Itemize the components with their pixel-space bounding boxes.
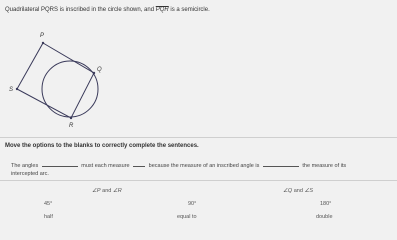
option-angles-p-r[interactable]: [90, 187, 124, 195]
option-double[interactable]: double: [316, 214, 333, 220]
sentence-part-3: because the measure of an inscribed angle is: [148, 163, 260, 169]
instruction-text: Move the options to the blanks to correctly complete the sentences.: [5, 143, 199, 149]
blank-3[interactable]: [263, 160, 299, 167]
label-p: P: [40, 33, 45, 39]
vertex-r: [70, 117, 72, 119]
sentence-part-2: must each measure: [81, 163, 130, 169]
prompt-text-after: is a semicircle.: [168, 7, 210, 13]
circle: [42, 61, 98, 117]
sentence-part-4: the measure of its: [302, 163, 347, 169]
label-r: R: [69, 123, 74, 128]
vertex-s: [16, 88, 18, 90]
label-s: S: [9, 87, 14, 93]
blank-2[interactable]: [133, 160, 145, 167]
option-angle-s: ∠S: [304, 188, 314, 194]
option-90-degrees[interactable]: 90°: [188, 201, 197, 207]
option-angles-q-s[interactable]: [281, 187, 315, 195]
option-and-pr: and: [102, 188, 112, 194]
question-prompt: [5, 7, 210, 13]
divider-top: [0, 137, 397, 138]
option-180-degrees[interactable]: 180°: [320, 201, 332, 207]
sentence-part-1: The angles: [11, 163, 39, 169]
label-q: Q: [97, 67, 102, 73]
vertex-q: [93, 72, 95, 74]
blank-1[interactable]: [42, 160, 78, 167]
arc-label: $\overline{PQR}$: [155, 7, 169, 13]
sentence-part-5: intercepted arc.: [11, 171, 49, 177]
fill-in-sentence: [11, 160, 391, 178]
vertex-p: [42, 42, 44, 44]
option-45-degrees[interactable]: 45°: [44, 201, 53, 207]
option-half[interactable]: half: [44, 214, 53, 220]
option-equal-to[interactable]: equal to: [177, 214, 197, 220]
divider-bottom: [0, 180, 397, 181]
option-angle-p: ∠P: [92, 188, 101, 194]
quadrilateral: [17, 43, 94, 118]
inscribed-quadrilateral-figure: [0, 24, 130, 128]
option-and-qs: and: [293, 188, 303, 194]
prompt-text-before: Quadrilateral PQRS is inscribed in the circle shown, and: [5, 7, 156, 13]
option-angle-r: ∠R: [112, 188, 122, 194]
option-angle-q: ∠Q: [283, 188, 293, 194]
